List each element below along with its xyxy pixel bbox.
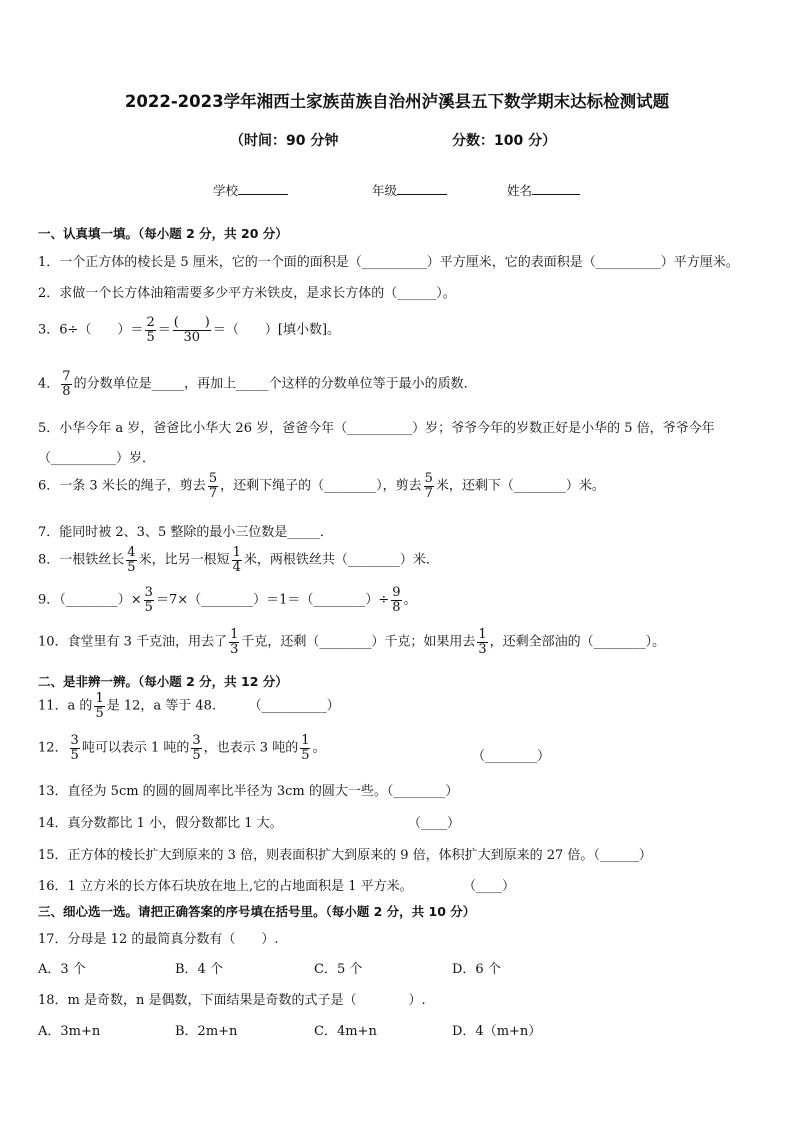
name-label: 姓名 (507, 183, 533, 198)
question-7: 7．能同时被 2、3、5 整除的最小三位数是_____． (38, 525, 333, 540)
question-13: 13．直径为 5cm 的圆的圆周率比半径为 3cm 的圆大一些。（________） (38, 784, 459, 799)
question-4: 4． $\frac{7}{8}$ 的分数单位是_____，再加上_____个这样的分数单位等于最小的质数． (38, 369, 477, 399)
fraction: $\frac{( )}{30}$ (173, 315, 210, 345)
exam-time: （时间：90 分钟 (230, 133, 339, 149)
fraction: $\frac{1}{3}$ (478, 627, 487, 657)
question-15: 15．正方体的棱长扩大到原来的 3 倍，则表面积扩大到原来的 9 倍，体积扩大到原来的 27 倍。（______） (38, 848, 652, 863)
question-18-option-c[interactable]: C．4m+n (314, 1024, 377, 1039)
question-12-answer[interactable]: （________） (472, 749, 551, 764)
question-14-answer[interactable]: （____） (408, 816, 461, 831)
grade-blank[interactable] (397, 182, 447, 195)
question-17-option-c[interactable]: C．5 个 (314, 962, 363, 977)
exam-meta (230, 130, 557, 150)
section-3-heading: 三、细心选一选。请把正确答案的序号填在括号里。（每小题 2 分，共 10 分） (38, 904, 476, 919)
question-17: 17．分母是 12 的最简真分数有（ ）. (38, 932, 279, 947)
question-10: 10．食堂里有 3 千克油，用去了 $\frac{1}{3}$ 千克，还剩（________）千克；如果用去 $\frac{1}{3}$ ，还剩全部油的（________）。 (38, 627, 666, 657)
question-17-option-b[interactable]: B．4 个 (175, 962, 223, 977)
question-17-option-a[interactable]: A．3 个 (38, 962, 86, 977)
fraction: $\frac{3}{5}$ (192, 733, 201, 763)
fraction: $\frac{5}{7}$ (424, 471, 433, 501)
question-16-answer[interactable]: （____） (463, 879, 516, 894)
question-18-option-b[interactable]: B．2m+n (175, 1024, 238, 1039)
fraction: $\frac{3}{5}$ (70, 733, 79, 763)
grade-label: 年级 (372, 183, 398, 198)
question-6: 6．一条 3 米长的绳子，剪去 $\frac{5}{7}$ ，还剩下绳子的（________），剪去 $\frac{5}{7}$ 米，还剩下（________）米。 (38, 471, 605, 501)
fraction: $\frac{4}{5}$ (127, 545, 136, 575)
question-18-option-d[interactable]: D．4（m+n） (452, 1024, 542, 1039)
question-14: 14．真分数都比 1 小，假分数都比 1 大。 (38, 816, 283, 831)
question-17-option-d[interactable]: D．6 个 (452, 962, 501, 977)
question-3: 3．6÷（ ）＝ $\frac{2}{5}$ ＝ $\frac{( )}{30}$ ＝（ ）[填小数]。 (38, 315, 341, 345)
fraction: $\frac{1}{3}$ (230, 627, 239, 657)
fraction: $\frac{3}{5}$ (144, 585, 153, 615)
page-title: 2022-2023学年湘西土家族苗族自治州泸溪县五下数学期末达标检测试题 (124, 92, 670, 111)
grade-field (372, 181, 447, 199)
fraction: $\frac{1}{4}$ (232, 545, 241, 575)
school-blank[interactable] (238, 182, 288, 195)
question-1: 1．一个正方体的棱长是 5 厘米，它的一个面的面积是（__________）平方厘米，它的表面积是（__________）平方厘米。 (38, 255, 739, 270)
fraction: $\frac{1}{5}$ (301, 733, 310, 763)
fraction: $\frac{1}{5}$ (95, 691, 104, 721)
question-12: 12． $\frac{3}{5}$ 吨可以表示 1 吨的 $\frac{3}{5}$ ，也表示 3 吨的 $\frac{1}{5}$ 。 (38, 733, 326, 763)
question-11: 11．a 的 $\frac{1}{5}$ 是 12，a 等于 48. （__________） (38, 691, 340, 721)
question-5-line-2: （__________）岁． (38, 451, 156, 466)
question-5-line-1: 5．小华今年 a 岁，爸爸比小华大 26 岁，爸爸今年（__________）岁；爷爷今年的岁数正好是小华的 5 倍，爷爷今年 (38, 421, 715, 436)
section-2-heading: 二、是非辨一辨。（每小题 2 分，共 12 分） (38, 674, 288, 689)
question-2: 2．求做一个长方体油箱需要多少平方米铁皮，是求长方体的（______）。 (38, 286, 456, 301)
fraction: $\frac{5}{7}$ (208, 471, 218, 501)
question-16: 16．1 立方米的长方体石块放在地上,它的占地面积是 1 平方米。 (38, 879, 413, 894)
fraction: $\frac{7}{8}$ (62, 369, 71, 399)
question-18: 18．m 是奇数，n 是偶数，下面结果是奇数的式子是（ ）. (38, 993, 426, 1008)
exam-score: 分数：100 分） (452, 133, 557, 149)
fraction: $\frac{9}{8}$ (392, 585, 401, 615)
question-18-option-a[interactable]: A．3m+n (38, 1024, 101, 1039)
name-field (507, 181, 580, 199)
name-blank[interactable] (532, 182, 580, 195)
fraction: $\frac{2}{5}$ (146, 315, 155, 345)
school-label: 学校 (213, 183, 239, 198)
section-1-heading: 一、认真填一填。（每小题 2 分，共 20 分） (38, 226, 288, 241)
question-8: 8．一根铁丝长 $\frac{4}{5}$ 米，比另一根短 $\frac{1}{4}$ 米，两根铁丝共（________）米． (38, 545, 439, 575)
school-field (213, 181, 288, 199)
question-9: 9．（________）× $\frac{3}{5}$ ＝7×（________）＝1＝（________）÷ $\frac{9}{8}$ 。 (38, 585, 417, 615)
